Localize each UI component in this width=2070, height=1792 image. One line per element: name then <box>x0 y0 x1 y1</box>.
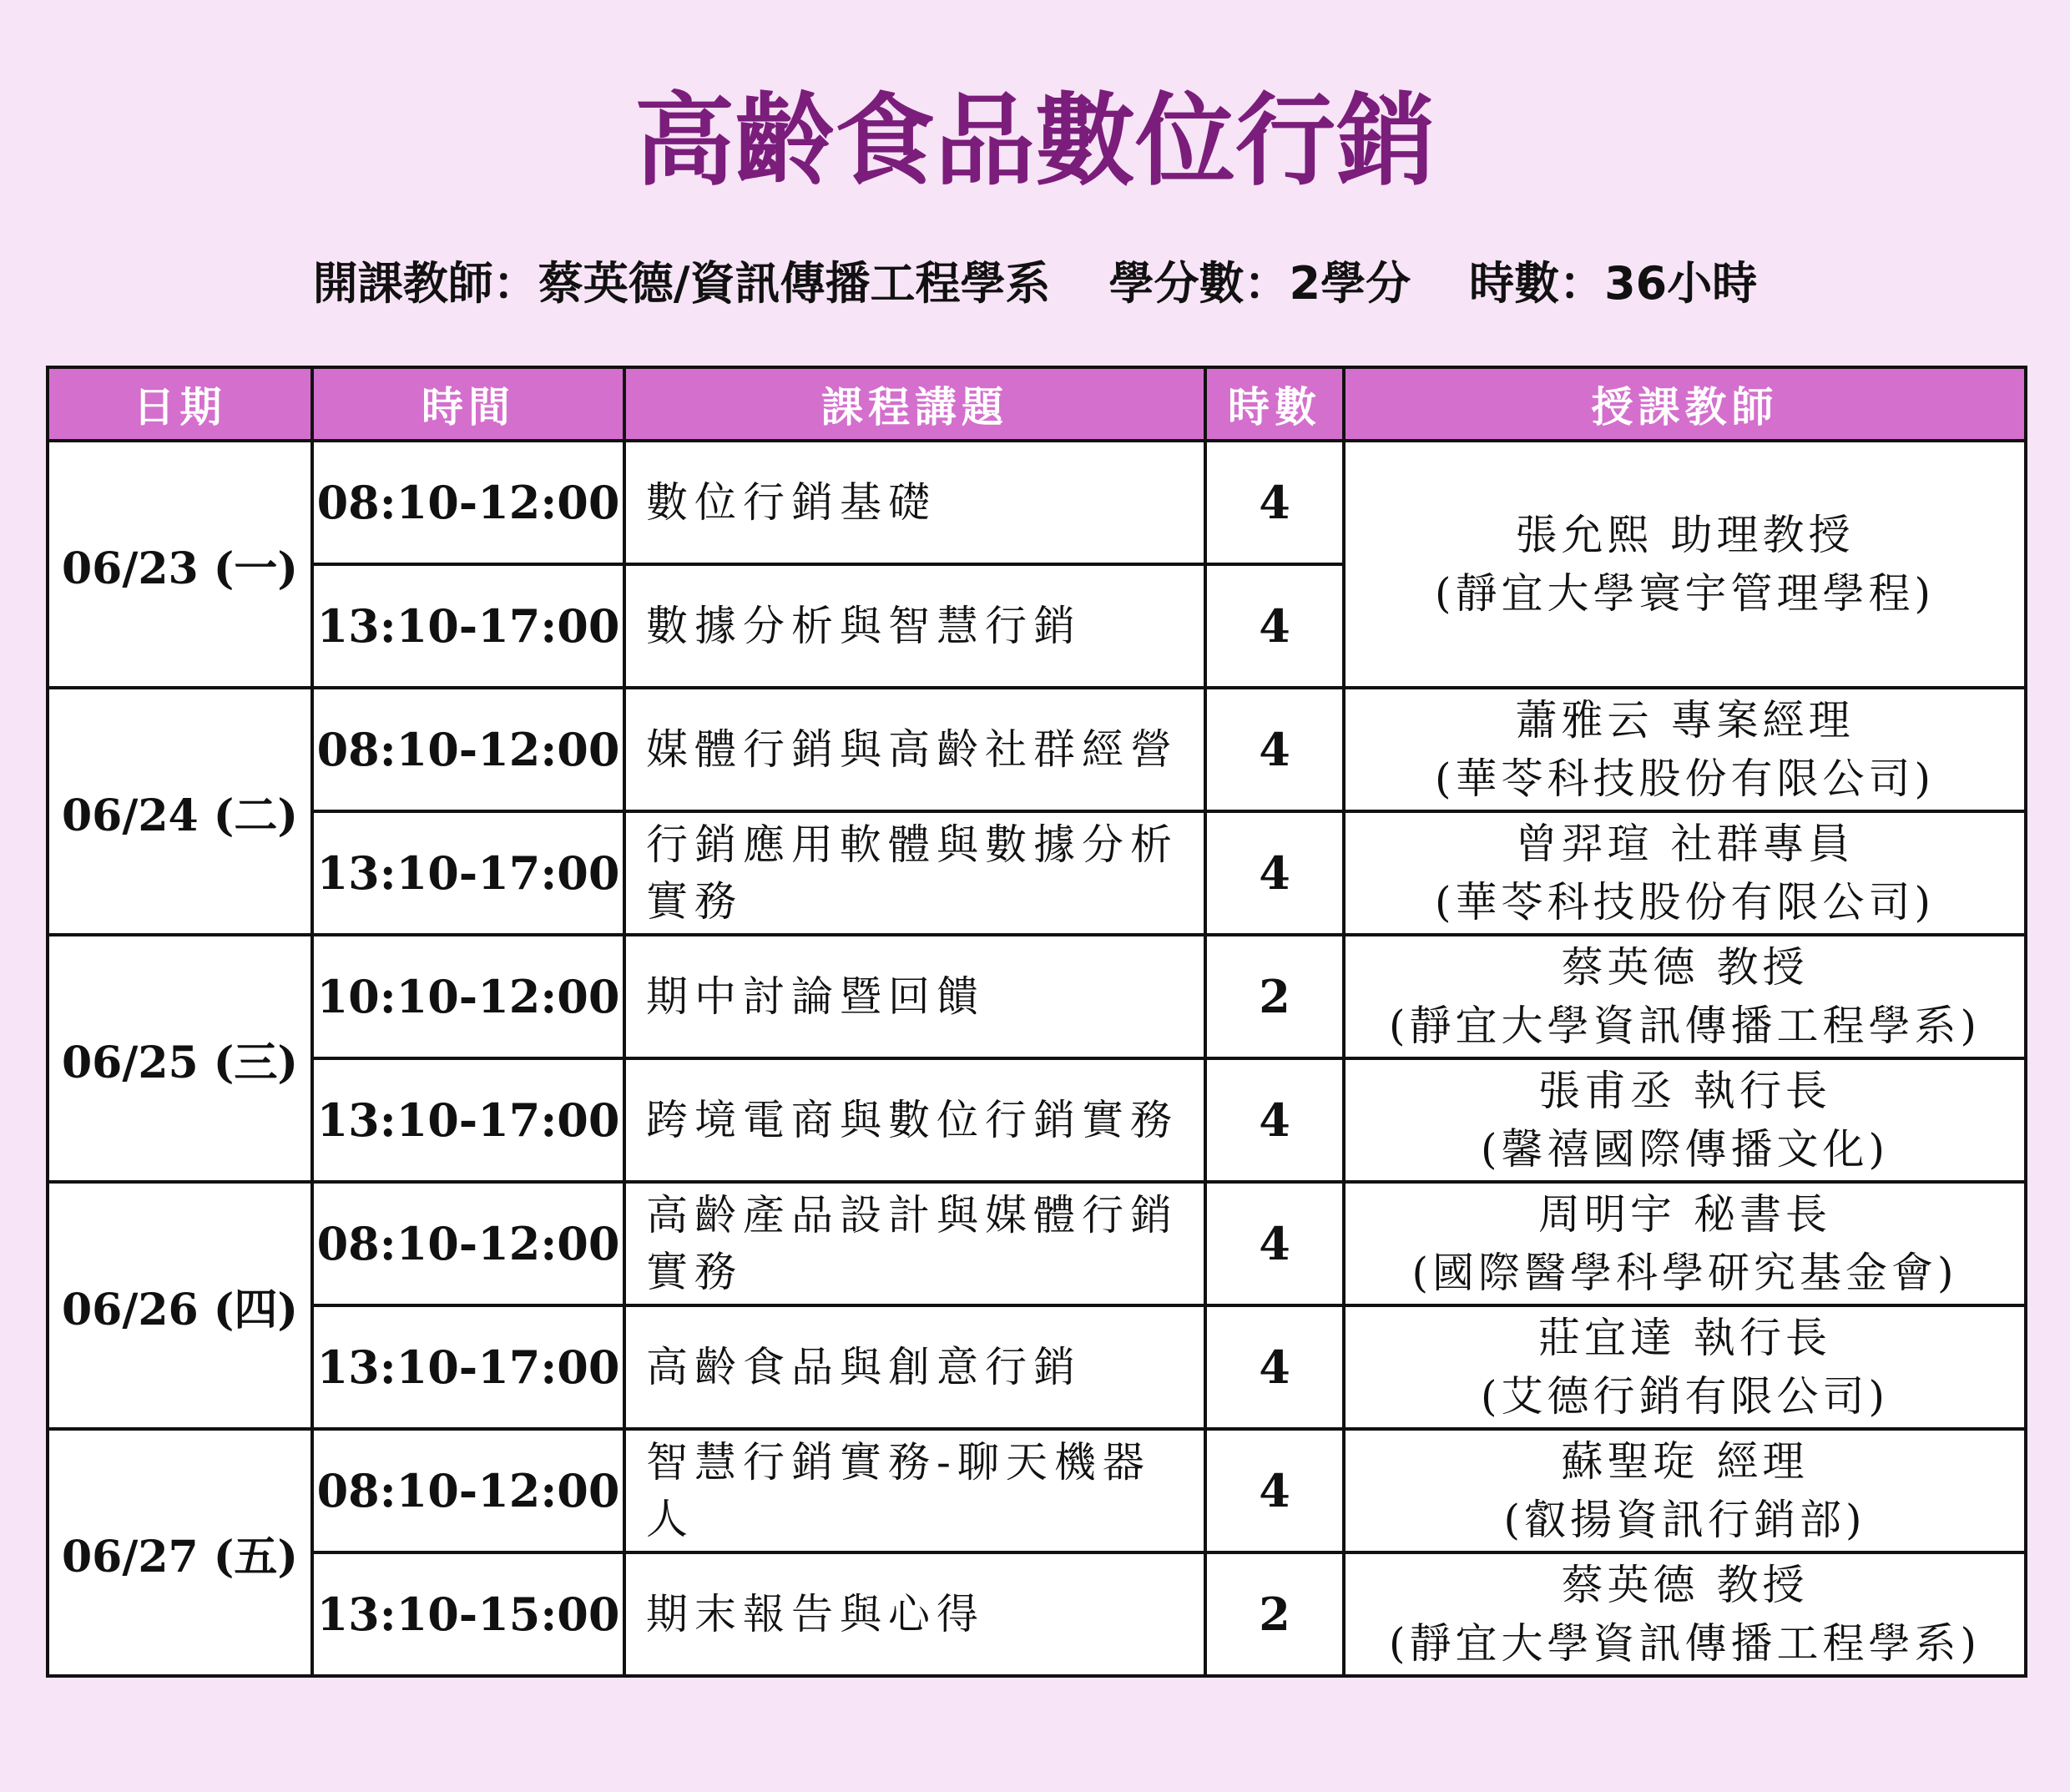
header-topic: 課程講題 <box>624 367 1205 441</box>
topic-cell: 行銷應用軟體與數據分析實務 <box>624 811 1205 935</box>
time-cell: 13:10-15:00 <box>312 1552 624 1676</box>
table-row <box>48 1552 2026 1676</box>
header-hours: 時數 <box>1205 367 1344 441</box>
hours-cell: 4 <box>1205 1058 1344 1182</box>
time-cell: 08:10-12:00 <box>312 1429 624 1552</box>
topic-cell: 智慧行銷實務-聊天機器人 <box>624 1429 1205 1552</box>
teacher-cell <box>1344 811 2026 935</box>
topic-cell: 數據分析與智慧行銷 <box>624 564 1205 688</box>
teacher-org: (國際醫學科學研究基金會) <box>1411 1249 1958 1297</box>
hours-cell: 4 <box>1205 1182 1344 1305</box>
teacher-cell <box>1344 441 2026 688</box>
teacher-cell <box>1344 935 2026 1058</box>
hours-cell: 4 <box>1205 1305 1344 1429</box>
hours-cell: 4 <box>1205 564 1344 688</box>
teacher-cell <box>1344 1552 2026 1676</box>
time-cell: 10:10-12:00 <box>312 935 624 1058</box>
teacher-org: (靜宜大學資訊傳播工程學系) <box>1388 1619 1981 1668</box>
schedule-table <box>46 366 2027 1678</box>
table-row <box>48 1429 2026 1552</box>
teacher-org: (靜宜大學寰宇管理學程) <box>1434 569 1935 618</box>
topic-cell: 高齡產品設計與媒體行銷實務 <box>624 1182 1205 1305</box>
hours-cell: 4 <box>1205 441 1344 564</box>
teacher-name: 蔡英德 教授 <box>1561 1561 1809 1609</box>
teacher-name: 張允熙 助理教授 <box>1515 511 1855 559</box>
teacher-cell <box>1344 1182 2026 1305</box>
hours-cell: 4 <box>1205 1429 1344 1552</box>
table-row <box>48 1182 2026 1305</box>
time-cell: 13:10-17:00 <box>312 1058 624 1182</box>
teacher-name: 蘇聖琁 經理 <box>1561 1437 1809 1486</box>
topic-cell: 數位行銷基礎 <box>624 441 1205 564</box>
time-cell: 08:10-12:00 <box>312 1182 624 1305</box>
teacher-org: (靜宜大學資訊傳播工程學系) <box>1388 1002 1981 1050</box>
table-row <box>48 935 2026 1058</box>
teacher-name: 曾羿瑄 社群專員 <box>1515 820 1855 868</box>
table-row <box>48 811 2026 935</box>
teacher-name: 周明宇 秘書長 <box>1538 1190 1831 1239</box>
date-cell: 06/27 (五) <box>48 1429 312 1676</box>
time-cell: 13:10-17:00 <box>312 1305 624 1429</box>
topic-cell: 高齡食品與創意行銷 <box>624 1305 1205 1429</box>
date-cell: 06/25 (三) <box>48 935 312 1182</box>
course-info <box>0 250 2070 317</box>
topic-cell: 期中討論暨回饋 <box>624 935 1205 1058</box>
table-row <box>48 1305 2026 1429</box>
time-cell: 13:10-17:00 <box>312 811 624 935</box>
date-cell: 06/26 (四) <box>48 1182 312 1429</box>
time-cell: 08:10-12:00 <box>312 441 624 564</box>
hours-info: 時數：36小時 <box>1469 257 1758 310</box>
teacher-name: 張甫丞 執行長 <box>1538 1067 1831 1115</box>
page-title: 高齡食品數位行銷 <box>634 83 1436 199</box>
date-cell: 06/23 (一) <box>48 441 312 688</box>
topic-cell: 期末報告與心得 <box>624 1552 1205 1676</box>
teacher-cell <box>1344 1429 2026 1552</box>
instructor-info: 開課教師：蔡英德/資訊傳播工程學系 <box>312 257 1051 310</box>
teacher-name: 蔡英德 教授 <box>1561 943 1809 992</box>
table-header-row <box>48 367 2026 441</box>
date-cell: 06/24 (二) <box>48 688 312 935</box>
time-cell: 13:10-17:00 <box>312 564 624 688</box>
time-cell: 08:10-12:00 <box>312 688 624 811</box>
hours-cell: 4 <box>1205 811 1344 935</box>
teacher-cell <box>1344 1305 2026 1429</box>
teacher-cell <box>1344 1058 2026 1182</box>
teacher-name: 莊宜達 執行長 <box>1538 1314 1831 1362</box>
table-row <box>48 688 2026 811</box>
header-date: 日期 <box>48 367 312 441</box>
hours-cell: 4 <box>1205 688 1344 811</box>
topic-cell: 跨境電商與數位行銷實務 <box>624 1058 1205 1182</box>
teacher-org: (華苓科技股份有限公司) <box>1434 755 1935 803</box>
teacher-org: (華苓科技股份有限公司) <box>1434 878 1935 926</box>
teacher-org: (叡揚資訊行銷部) <box>1503 1496 1866 1544</box>
table-row <box>48 441 2026 564</box>
header-teacher: 授課教師 <box>1344 367 2026 441</box>
hours-cell: 2 <box>1205 1552 1344 1676</box>
topic-cell: 媒體行銷與高齡社群經營 <box>624 688 1205 811</box>
teacher-org: (馨禧國際傳播文化) <box>1480 1125 1889 1174</box>
hours-cell: 2 <box>1205 935 1344 1058</box>
teacher-org: (艾德行銷有限公司) <box>1480 1372 1889 1421</box>
header-time: 時間 <box>312 367 624 441</box>
teacher-name: 蕭雅云 專案經理 <box>1515 696 1855 745</box>
teacher-cell <box>1344 688 2026 811</box>
table-row <box>48 1058 2026 1182</box>
credits-info: 學分數：2學分 <box>1108 257 1411 310</box>
